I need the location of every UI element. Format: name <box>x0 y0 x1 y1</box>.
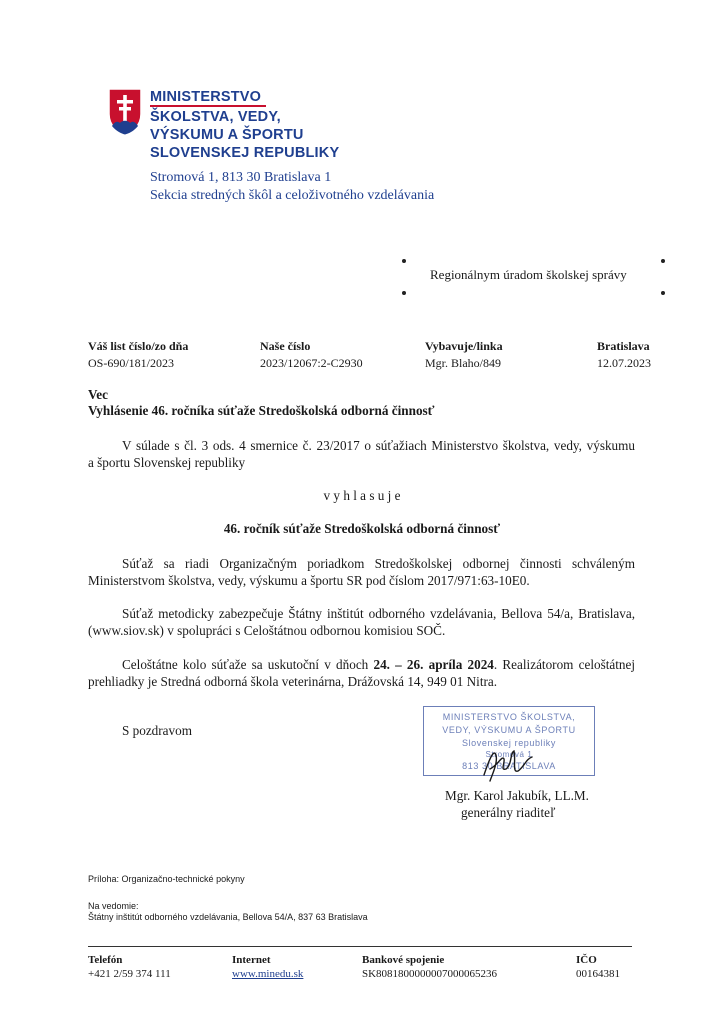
footer-divider <box>88 946 632 947</box>
attachment-note: Príloha: Organizačno-technické pokyny <box>88 874 245 884</box>
recipient-window-mark <box>402 259 406 263</box>
footer-website-link[interactable]: www.minedu.sk <box>232 968 304 980</box>
signer-name: Mgr. Karol Jakubík, LL.M. <box>445 788 589 803</box>
ref-value-date: 12.07.2023 <box>597 356 651 370</box>
ministry-name-line-1: MINISTERSTVO <box>150 89 262 105</box>
paragraph-3-line-2: prehliadky je Stredná odborná škola veterinárna, Drážovská 14, 949 01 Nitra. <box>88 674 498 689</box>
paragraph-1-line-1: Súťaž sa riadi Organizačným poriadkom Stredoškolskej odbornej činnosti schváleným <box>122 556 635 571</box>
paragraph-2-line-1: Súťaž metodicky zabezpečuje Štátny inštitút odborného vzdelávania, Bellova 54/a, Bratislava, <box>122 606 635 621</box>
cc-label: Na vedomie: <box>88 901 139 911</box>
footer-label-phone: Telefón <box>88 954 123 966</box>
ministry-address: Stromová 1, 813 30 Bratislava 1 <box>150 170 332 185</box>
ref-label-place: Bratislava <box>597 339 650 353</box>
footer-value-phone: +421 2/59 374 111 <box>88 968 171 980</box>
recipient-window-mark <box>402 291 406 295</box>
signer-title: generálny riaditeľ <box>461 805 556 820</box>
declaration-word: v y h l a s u j e <box>323 488 401 503</box>
paragraph-1-line-2: Ministerstvom školstva, vedy, výskumu a športu SR pod číslom 2017/971:63-10E0. <box>88 573 530 588</box>
ref-label-handled-by: Vybavuje/linka <box>425 339 503 353</box>
footer-label-bank: Bankové spojenie <box>362 954 445 966</box>
recipient-window-mark <box>661 259 665 263</box>
intro-text-line-2: a športu Slovenskej republiky <box>88 455 246 470</box>
slovak-coat-of-arms-icon <box>108 88 142 136</box>
stamp-line: Slovenskej republiky <box>461 738 557 748</box>
ministry-section: Sekcia stredných škôl a celoživotného vzdelávania <box>150 188 435 203</box>
ref-value-your-letter: OS-690/181/2023 <box>88 356 175 370</box>
subject-label: Vec <box>88 387 109 402</box>
recipient-window-mark <box>661 291 665 295</box>
ministry-name-line-4: SLOVENSKEJ REPUBLIKY <box>150 145 340 161</box>
subject-title: Vyhlásenie 46. ročníka súťaže Stredoškolská odborná činnosť <box>88 403 435 418</box>
contest-dates: 24. – 26. apríla 2024 <box>373 657 494 672</box>
cc-recipient: Štátny inštitút odborného vzdelávania, Bellova 54/A, 837 63 Bratislava <box>88 912 368 922</box>
stamp-line: MINISTERSTVO ŠKOLSTVA, <box>442 712 576 722</box>
ministry-name-line-2: ŠKOLSTVA, VEDY, <box>150 109 281 125</box>
handwritten-signature <box>480 745 540 785</box>
ministry-name-line-3: VÝSKUMU A ŠPORTU <box>150 127 304 143</box>
greeting: S pozdravom <box>122 723 192 738</box>
ref-value-our-number: 2023/12067:2-C2930 <box>260 356 363 370</box>
stamp-line: Stromová 1 <box>485 750 533 759</box>
paragraph-3-text: Celoštátne kolo súťaže sa uskutoční v dňoch <box>122 657 374 672</box>
contest-heading: 46. ročník súťaže Stredoškolská odborná činnosť <box>223 521 501 536</box>
paragraph-3-text-end: . Realizátorom celoštátnej <box>493 657 635 672</box>
footer-label-ico: IČO <box>576 954 597 966</box>
intro-text-line-1: V súlade s čl. 3 ods. 4 smernice č. 23/2017 o súťažiach Ministerstvo školstva, vedy, výskumu <box>122 438 635 453</box>
stamp-line: VEDY, VÝSKUMU A ŠPORTU <box>442 725 576 735</box>
paragraph-2-line-2: (www.siov.sk) v spolupráci s Celoštátnou odbornou komisiou SOČ. <box>88 623 446 638</box>
ref-label-your-letter: Váš list číslo/zo dňa <box>88 339 189 353</box>
recipient-address: Regionálnym úradom školskej správy <box>430 267 627 282</box>
ministry-name-rule <box>150 105 266 107</box>
ref-value-handled-by: Mgr. Blaho/849 <box>425 356 502 370</box>
paragraph-3-line-1 <box>122 656 635 673</box>
footer-value-iban: SK8081800000007000065236 <box>362 968 498 980</box>
footer-label-internet: Internet <box>232 954 271 966</box>
ref-label-our-number: Naše číslo <box>260 339 311 353</box>
footer-value-ico: 00164381 <box>576 968 620 980</box>
stamp-line: 813 30 BRATISLAVA <box>462 761 556 771</box>
